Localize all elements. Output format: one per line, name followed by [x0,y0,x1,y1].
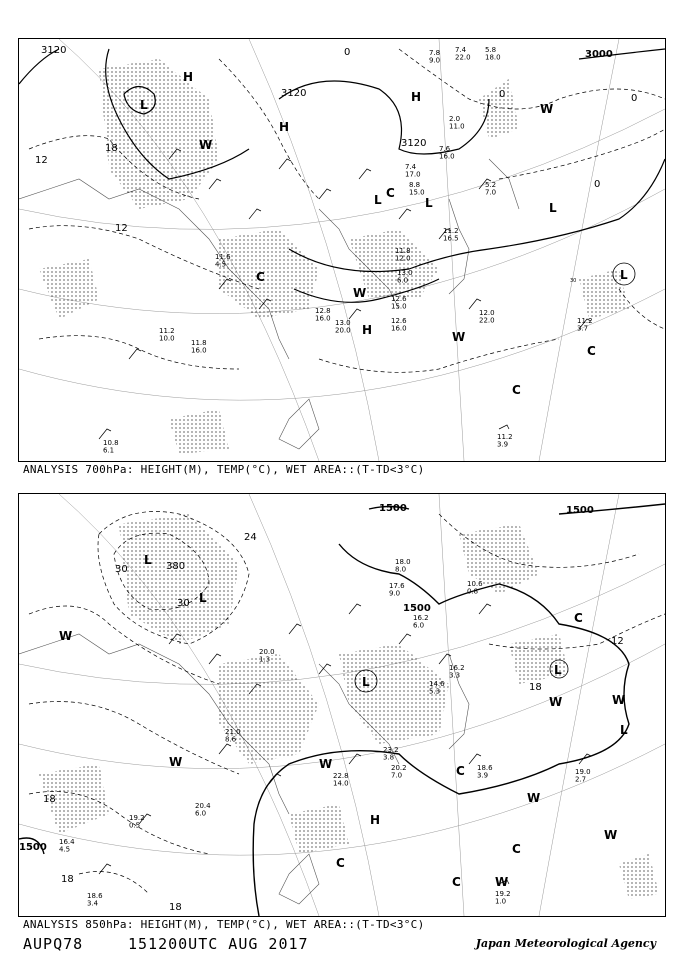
low-symbol: L [144,553,152,567]
warm-symbol: W [612,693,626,707]
station-value: 16.2 6.0 [413,614,429,630]
station-value: 20.4 6.0 [195,802,211,818]
height-label: 380 [166,561,186,572]
temp-label: 30 [570,278,577,284]
warm-symbol: W [169,755,183,769]
height-label: 3120 [401,138,427,149]
station-value: 11.8 16.0 [191,339,207,355]
map-850hpa-drawing [19,494,665,916]
chart-code: AUPQ78 [23,935,84,953]
warm-symbol: W [527,791,541,805]
cold-symbol: C [386,186,395,200]
temp-label: 0 [344,47,351,58]
station-value: 20.2 7.0 [391,764,407,780]
map-panel-850hpa [18,493,666,917]
warm-symbol: W [59,629,73,643]
high-symbol: H [362,323,373,337]
station-value: 19.2 0.5 [129,814,145,830]
cold-symbol: C [256,270,265,284]
map-700hpa-drawing [19,39,665,461]
low-symbol: L [140,98,148,112]
cold-symbol: C [452,875,461,889]
high-symbol: H [279,120,290,134]
height-label: 3000 [585,49,613,60]
map-panel-700hpa [18,38,666,462]
station-value: 12.0 22.0 [479,309,495,325]
temp-label: 12 [35,155,48,166]
temp-label: 0 [594,179,601,190]
station-value: 18.0 8.0 [395,558,411,574]
warm-symbol: W [199,138,213,152]
cold-symbol: C [456,764,465,778]
warm-symbol: W [540,102,554,116]
height-label: 3120 [281,88,307,99]
cold-symbol: C [336,856,345,870]
wet-areas [39,514,659,899]
station-value: 2.0 11.0 [449,115,465,131]
station-value: 17.6 9.0 [389,582,405,598]
station-value: 13.0 20.0 [335,319,351,335]
warm-symbol: W [604,828,618,842]
station-value: 12.6 16.0 [391,317,407,333]
station-value: 8.8 15.0 [409,181,425,197]
graticule [19,494,665,916]
cold-symbol: C [512,383,521,397]
low-symbol: L [620,723,628,737]
caption-850hpa: ANALYSIS 850hPa: HEIGHT(M), TEMP(°C), WET AREA::(T-TD<3°C) [23,918,425,931]
low-symbol: L [554,663,562,677]
station-value: 23.2 3.8 [383,746,399,762]
temp-label: 18 [105,143,118,154]
station-value: 12.8 16.0 [315,307,331,323]
station-value: 14.6 5.3 [429,680,445,696]
station-value: 11.8 12.0 [395,247,411,263]
temp-label: 12 [611,636,624,647]
low-symbol: L [199,591,207,605]
station-value: 16.4 4.5 [59,838,75,854]
analysis-datetime: 151200UTC AUG 2017 [128,935,309,953]
temp-label: 18 [169,902,182,913]
warm-symbol: W [549,695,563,709]
warm-symbol: W [452,330,466,344]
station-value: 10.8 6.1 [103,439,119,455]
agency-name: Japan Meteorological Agency [475,937,656,950]
temp-label: 0 [631,93,638,104]
station-value: 11.2 16.5 [443,227,459,243]
cold-symbol: C [512,842,521,856]
station-value: 18.6 3.9 [477,764,493,780]
low-symbol: L [362,675,370,689]
station-value: 22.8 14.0 [333,772,349,788]
cold-symbol: C [587,344,596,358]
caption-700hpa: ANALYSIS 700hPa: HEIGHT(M), TEMP(°C), WET AREA::(T-TD<3°C) [23,463,425,476]
station-value: 11.2 3.9 [497,433,513,449]
height-label: 3120 [41,45,67,56]
low-symbol: L [374,193,382,207]
cold-symbol: C [574,611,583,625]
station-value: 11.2 3.7 [577,317,593,333]
height-label: 1500 [403,603,431,614]
station-value: 19.0 2.7 [575,768,591,784]
high-symbol: H [183,70,194,84]
station-value: 5.2 7.0 [485,181,497,197]
station-value: 7.4 17.0 [405,163,421,179]
height-label: 1500 [19,842,47,853]
station-value: 7.6 16.0 [439,145,455,161]
station-value: 10.6 0.8 [467,580,483,596]
temp-label: 30 [177,598,190,609]
high-symbol: H [370,813,381,827]
station-value: 19.2 1.0 [495,890,511,906]
station-value: 7.8 9.0 [429,49,441,65]
temp-label: 18 [43,794,56,805]
temp-label: 12 [115,223,128,234]
station-value: 12.6 15.0 [391,295,407,311]
warm-symbol: W [319,757,333,771]
station-value: 11.6 4.5 [215,253,231,269]
high-symbol: H [411,90,422,104]
station-value: 21.0 8.6 [225,728,241,744]
low-symbol: L [620,268,628,282]
low-symbol: L [425,196,433,210]
warm-symbol: W [495,875,509,889]
low-symbol: L [549,201,557,215]
station-value: 16.2 3.3 [449,664,465,680]
temp-label: 18 [61,874,74,885]
temp-label: 30 [115,564,128,575]
temp-label: 18 [529,682,542,693]
station-value: 18.6 3.4 [87,892,103,908]
temp-label: 0 [499,89,506,100]
station-value: 20.0 1.3 [259,648,275,664]
station-value: 11.2 10.0 [159,327,175,343]
station-value: 5.8 18.0 [485,46,501,62]
station-value: 13.0 6.0 [397,269,413,285]
height-label: 1500 [379,503,407,514]
warm-symbol: W [353,286,367,300]
height-label: 1500 [566,505,594,516]
station-value: 7.4 22.0 [455,46,471,62]
temp-label: 24 [244,532,257,543]
